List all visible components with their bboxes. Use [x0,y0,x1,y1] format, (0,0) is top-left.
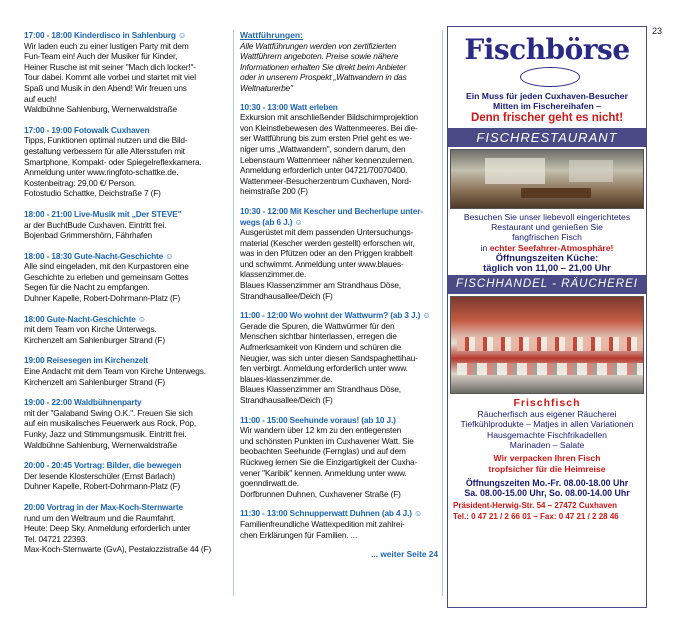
event-description: Familienfreundliche Wattexpedition mit zahlrei- chen Erklärungen für Familien. ... [240,518,405,540]
continued-link[interactable]: ... weiter Seite 24 [371,549,438,560]
event-description: mit dem Team von Kirche Unterwegs. Kirchenzelt am Sahlenburger Strand (F) [24,324,165,345]
event-title: 18:00 Gute-Nacht-Geschichte ☺ [24,313,147,324]
kitchen-hours-label: Öffnungszeiten Küche: [495,251,599,263]
event-title: 19:00 Reisesegen im Kirchenzelt [24,355,149,366]
event-title: 11:30 - 13:00 Schnupperwatt Duhnen (ab 4 J.) ☺ [240,508,423,519]
event-title: 19:00 - 22:00 Waldbühnenparty [24,397,142,408]
event-description: Alle sind eingeladen, mit den Kurpastoren eine Geschichte zu erleben und gemeinsam Gottes Segen für die Nacht zu empfangen. Duhner Kapelle, Robert-Dohrmann-Platz (F) [24,261,189,304]
event-description: Ausgerüstet mit dem passenden Untersuchungs- material (Kescher werden gestellt) erforschen wir, was in den Pfützen oder an den Priggen krabbelt und schwimmt. Anmeldung unter www.blaues- klassenzimmer.de. Blaues Klassenzimmer am Strandhaus Döse, Strandhausallee/Deich (F) [240,227,415,301]
event-entry [24,209,230,241]
events-column-right [240,30,438,559]
restaurant-text: Besuchen Sie unser liebevoll eingerichtetes [463,212,631,222]
fresh-fish-heading: Frischfisch [513,397,581,410]
event-entry [240,415,438,500]
restaurant-photo [450,149,644,209]
event-title: 20:00 Vortrag in der Max-Koch-Sternwarte [24,501,183,512]
product-line: Marinaden – Salate [509,439,585,450]
event-title: 17:00 - 18:00 Kinderdisco in Sahlenburg ☺ [24,30,187,40]
event-description: Wir wandern über 12 km zu den entlegensten und schönsten Punkten im Cuxhavener Watt. Sie beobachten Seehunde (Fernglas) und auf dem Rückweg lernen Sie die Einzigartigkeit der Cuxha- vener "Karibik" kennen. Anmeldung unter www. goenndirwatt.de. Dorfbrunnen Duhnen, Cuxhavener Straße (F) [240,425,418,499]
event-description: Gerade die Spuren, die Wattwürmer für den Menschen sichtbar hinterlassen, erregen die Aufmerksamkeit von Kindern und schüren die Neugier, was sich unter diesen Sandspaghettihau- fen verbirgt. Anmeldung erforderlich unter www. blaues-klassenzimmer.de. Blaues Klassenzimmer am Strandhaus Döse, Strandhausallee/Deich (F) [240,320,418,405]
product-line: Hausgemachte Fischfrikadellen [487,429,607,440]
event-description: rund um den Weltraum und die Raumfahrt. Heute: Deep Sky. Anmeldung erforderlich unter Tel. 04721 22393. Max-Koch-Sternwarte (GvA), Pestalozzistraße 44 (F) [24,512,212,555]
restaurant-text: in echter Seefahrer-Atmosphäre! [480,242,614,253]
event-title: 18:00 - 21:00 Live-Musik mit „Der STEVE" [24,208,182,219]
event-description: Tipps, Funktionen optimal nutzen und die Bild- gestaltung verbessern für alle Altersstufen mit Smartphone, Kompakt- oder Spiegelreflexkamera. Anmeldung unter www.ringfoto-schattke.de. Kostenbeitrag: 29,00 €/ Person. Fotostudio Schattke, Deichstraße 7 (F) [24,135,202,199]
event-entry [240,102,438,197]
packing-note: tropfsicher für die Heimreise [488,464,606,475]
events-column-left [24,30,230,565]
event-title: 17:00 - 19:00 Fotowalk Cuxhaven [24,124,150,135]
column-divider [442,30,443,596]
event-description: ar der BuchtBude Cuxhaven. Eintritt frei. Bojenbad Grimmershörn, Fährhafen [24,219,167,241]
packing-note: Wir verpacken Ihren Fisch [493,453,601,464]
event-title: 10:30 - 12:00 Mit Kescher und Becherlupe unter- wegs (ab 6 J.) ☺ [240,205,423,227]
shop-phone: Tel.: 0 47 21 / 2 66 01 – Fax: 0 47 21 / 2 28 46 [453,511,619,521]
event-entry [24,30,230,115]
fischboerse-advertisement [447,26,647,608]
logo-emblem [520,67,580,87]
event-entry [240,310,438,405]
event-entry [24,460,230,492]
kitchen-hours: täglich von 11,00 – 21,00 Uhr [483,262,611,274]
section-heading: Wattführungen: [240,30,303,40]
event-entry [24,251,230,304]
product-line: Tiefkühlprodukte – Matjes in allen Variationen [460,419,634,430]
product-line: Räucherfisch aus eigener Räucherei [477,409,617,420]
column-divider [233,30,234,596]
event-entry [24,397,230,450]
restaurant-banner: FISCHRESTAURANT [448,128,646,147]
shop-hours: Sa. 08.00-15.00 Uhr, So. 08.00-14.00 Uhr [464,488,630,499]
fishmarket-banner: FISCHHANDEL - RÄUCHEREI [448,275,646,294]
event-description: Wir laden euch zu einer lustigen Party mit dem Fun-Team ein! Auch der Musiker für Kinder, Heiner Rusche ist mit seiner "Mach dich locker!"- Tour dabei. Kommt alle vorbei und startet mit viel Spaß und Musik in den Abend! Wir freuen uns auf euch! Waldbühne Sahlenburg, Wernerwaldstraße [24,40,196,115]
ad-tagline: Ein Muss für jeden Cuxhaven-Besucher [466,91,628,101]
shop-address: Präsident-Herwig-Str. 54 – 27472 Cuxhaven [453,501,618,511]
ad-slogan: Denn frischer geht es nicht! [470,112,624,124]
event-description: Exkursion mit anschließender Bildschirmprojektion von Kleinstlebewesen des Wattenmeeres. Bei die- ser Wattführung bis zum ersten Priel geht es we- niger ums „Wattwandern", sondern darum, den Lebensraum Wattenmeer näher kennenzulernen. Anmeldung erforderlich unter 04721/70070400. Wattenmeer-Besucherzentrum Cuxhaven, Nord- heimstraße 200 (F) [240,112,419,197]
event-entry [240,206,438,301]
event-title: 11:00 - 15:00 Seehunde voraus! (ab 10 J.) [240,414,396,425]
fish-counter-photo [450,296,644,394]
section-intro: Alle Wattführungen werden von zertifizierten Wattführern angeboten. Preise sowie nähere Informationen erhalten Sie direkt beim Anbieter oder in unserem Prospekt „Wattwandern in das Weltnaturerbe" [240,40,407,93]
event-entry [24,355,230,387]
event-title: 11:00 - 12:00 Wo wohnt der Wattwurm? (ab 3 J.) ☺ [240,310,431,321]
event-description: mit der "Galaband Swing O.K.". Freuen Sie sich auf ein musikalisches Feuerwerk aus Rock, Pop, Funky, Jazz und Stimmungsmusik. Eintritt frei. Waldbühne Sahlenburg, Wernerwaldstraße [24,407,197,450]
event-entry [24,314,230,346]
page-number: 23 [652,26,663,36]
shop-hours: Öffnungszeiten Mo.-Fr. 08.00-18.00 Uhr [465,478,629,489]
event-entry [24,125,230,199]
event-entry [24,502,230,555]
restaurant-text: Restaurant und genießen Sie [491,222,603,233]
fischboerse-logo: Fischbörse [448,27,646,91]
restaurant-text: fangfrischen Fisch [512,232,582,243]
event-description: Eine Andacht mit dem Team von Kirche Unterwegs. Kirchenzelt am Sahlenburger Strand (F) [24,366,206,387]
event-description: Der lesende Klosterschüler (Ernst Barlach) Duhner Kapelle, Robert-Dohrmann-Platz (F) [24,470,181,492]
ad-tagline: Mitten im Fischereihafen – [493,101,601,111]
event-title: 10:30 - 13:00 Watt erleben [240,101,338,112]
event-entry [240,508,438,540]
event-title: 18:00 - 18:30 Gute-Nacht-Geschichte ☺ [24,250,174,261]
event-title: 20:00 - 20:45 Vortrag: Bilder, die bewegen [24,460,182,471]
